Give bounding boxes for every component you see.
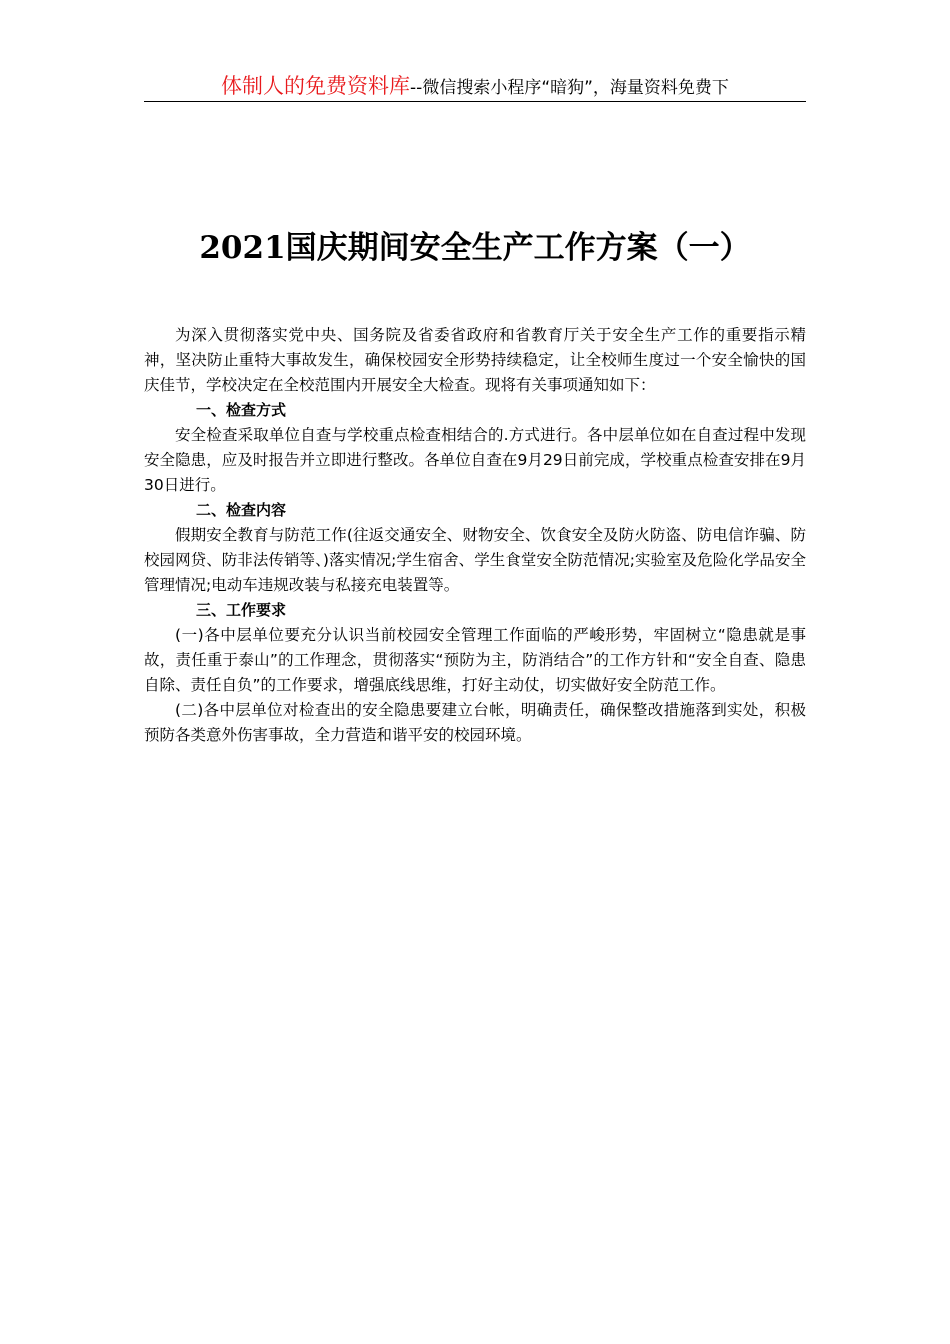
section-paragraph: 安全检查采取单位自查与学校重点检查相结合的.方式进行。各中层单位如在自查过程中发现安全隐患，应及时报告并立即进行整改。各单位自查在9月29日前完成，学校重点检查安排在9月30日进行。 bbox=[144, 426, 806, 494]
page-header bbox=[144, 70, 806, 102]
section-paragraph: (一)各中层单位要充分认识当前校园安全管理工作面临的严峻形势，牢固树立“隐患就是事故，责任重于泰山”的工作理念，贯彻落实“预防为主，防消结合”的工作方针和“安全自查、隐患自除、责任自负”的工作要求，增强底线思维，打好主动仗，切实做好安全防范工作。 bbox=[144, 626, 806, 694]
intro-paragraph: 为深入贯彻落实党中央、国务院及省委省政府和省教育厅关于安全生产工作的重要指示精神，坚决防止重特大事故发生，确保校园安全形势持续稳定，让全校师生度过一个安全愉快的国庆佳节，学校决定在全校范围内开展安全大检查。现将有关事项通知如下： bbox=[144, 326, 806, 394]
section-paragraph: 假期安全教育与防范工作(往返交通安全、财物安全、饮食安全及防火防盗、防电信诈骗、防校园网贷、防非法传销等、)落实情况;学生宿舍、学生食堂安全防范情况;实验室及危险化学品安全管理情况;电动车违规改装与私接充电装置等。 bbox=[144, 526, 806, 594]
document-body bbox=[144, 323, 806, 748]
header-brand: 体制人的免费资料库 bbox=[221, 74, 411, 98]
section-paragraph: (二)各中层单位对检查出的安全隐患要建立台帐，明确责任，确保整改措施落到实处，积极预防各类意外伤害事故，全力营造和谐平安的校园环境。 bbox=[144, 701, 806, 744]
header-slogan: --微信搜索小程序“暗狗”，海量资料免费下 bbox=[410, 78, 729, 98]
section-heading-work-requirements: 三、工作要求 bbox=[196, 601, 287, 619]
section-heading-inspection-content: 二、检查内容 bbox=[196, 501, 287, 519]
section-heading-inspection-method: 一、检查方式 bbox=[196, 401, 287, 419]
document-title: 2021国庆期间安全生产工作方案（一） bbox=[199, 230, 751, 266]
